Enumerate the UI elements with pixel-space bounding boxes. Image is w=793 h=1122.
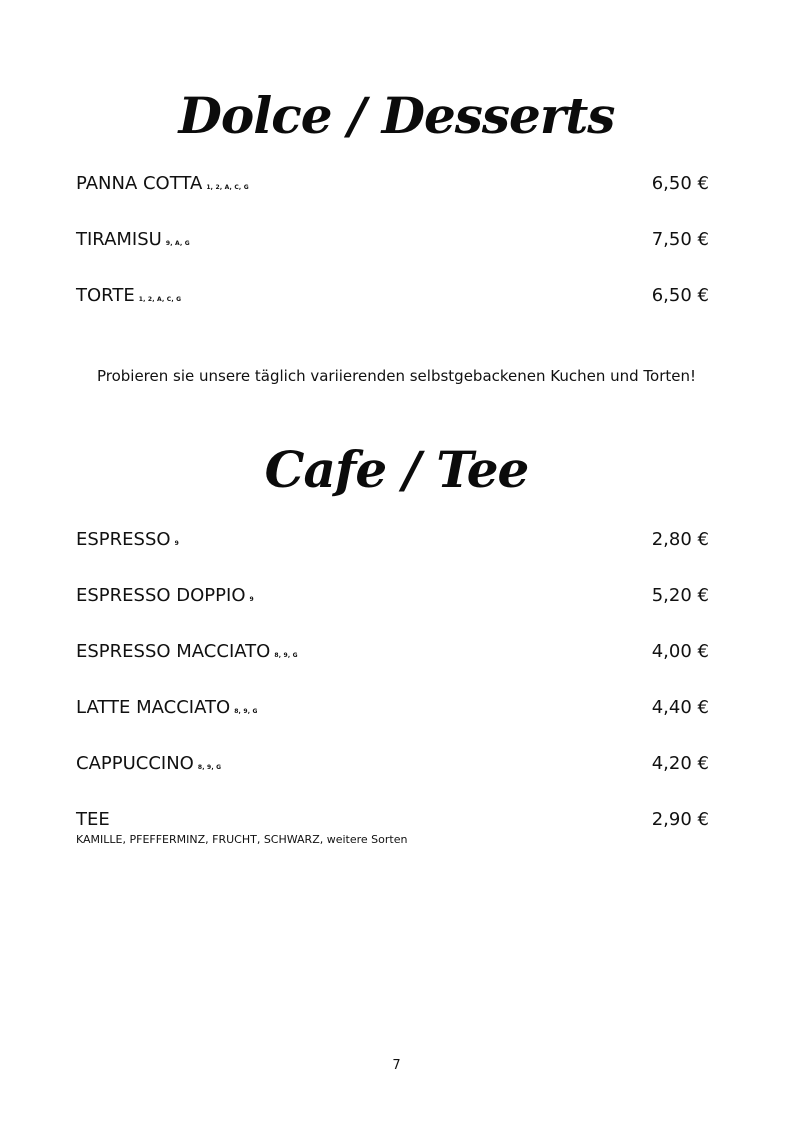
page-number: 7 <box>392 1058 401 1073</box>
menu-item-torte <box>76 284 709 314</box>
item-name: LATTE MACCIATO 8, 9, G <box>76 697 258 718</box>
item-price: 4,20 € <box>651 753 709 774</box>
item-description: KAMILLE, PFEFFERMINZ, FRUCHT, SCHWARZ, weitere Sorten <box>76 833 408 846</box>
allergen-codes: 8, 9, G <box>234 708 258 715</box>
item-name: CAPPUCCINO 8, 9, G <box>76 753 222 774</box>
desserts-note: Probieren sie unsere täglich variierenden selbstgebackenen Kuchen und Torten! <box>96 367 697 385</box>
section-title-cafe: Cafe / Tee <box>264 440 529 499</box>
allergen-codes: 8, 9, G <box>274 652 298 659</box>
allergen-codes: 8, 9, G <box>197 764 222 771</box>
item-price: 4,40 € <box>651 697 709 718</box>
item-price: 2,90 € <box>651 809 709 830</box>
allergen-codes: 9 <box>249 596 254 603</box>
menu-item-tee <box>76 808 709 848</box>
item-price: 4,00 € <box>651 641 709 662</box>
allergen-codes: 9, A, G <box>165 240 190 247</box>
item-name: ESPRESSO 9 <box>76 529 179 550</box>
item-name: TORTE 1, 2, A, C, G <box>76 285 182 306</box>
item-price: 6,50 € <box>651 173 709 194</box>
item-price: 2,80 € <box>651 529 709 550</box>
menu-item-latte-macciato <box>76 696 709 726</box>
section-title-desserts: Dolce / Desserts <box>178 86 615 145</box>
allergen-codes: 9 <box>174 540 179 547</box>
item-price: 5,20 € <box>651 585 709 606</box>
menu-item-espresso-macciato <box>76 640 709 670</box>
item-price: 6,50 € <box>651 285 709 306</box>
item-name: PANNA COTTA 1, 2, A, C, G <box>76 173 249 194</box>
item-name: ESPRESSO MACCIATO 8, 9, G <box>76 641 298 662</box>
menu-item-tiramisu <box>76 228 709 258</box>
menu-item-panna-cotta <box>76 172 709 202</box>
item-name: ESPRESSO DOPPIO 9 <box>76 585 254 606</box>
menu-item-cappuccino <box>76 752 709 782</box>
item-price: 7,50 € <box>651 229 709 250</box>
menu-item-espresso-doppio <box>76 584 709 614</box>
item-name: TEE <box>76 809 110 830</box>
allergen-codes: 1, 2, A, C, G <box>138 296 182 303</box>
menu-item-espresso <box>76 528 709 558</box>
item-name: TIRAMISU 9, A, G <box>76 229 190 250</box>
allergen-codes: 1, 2, A, C, G <box>206 184 249 191</box>
